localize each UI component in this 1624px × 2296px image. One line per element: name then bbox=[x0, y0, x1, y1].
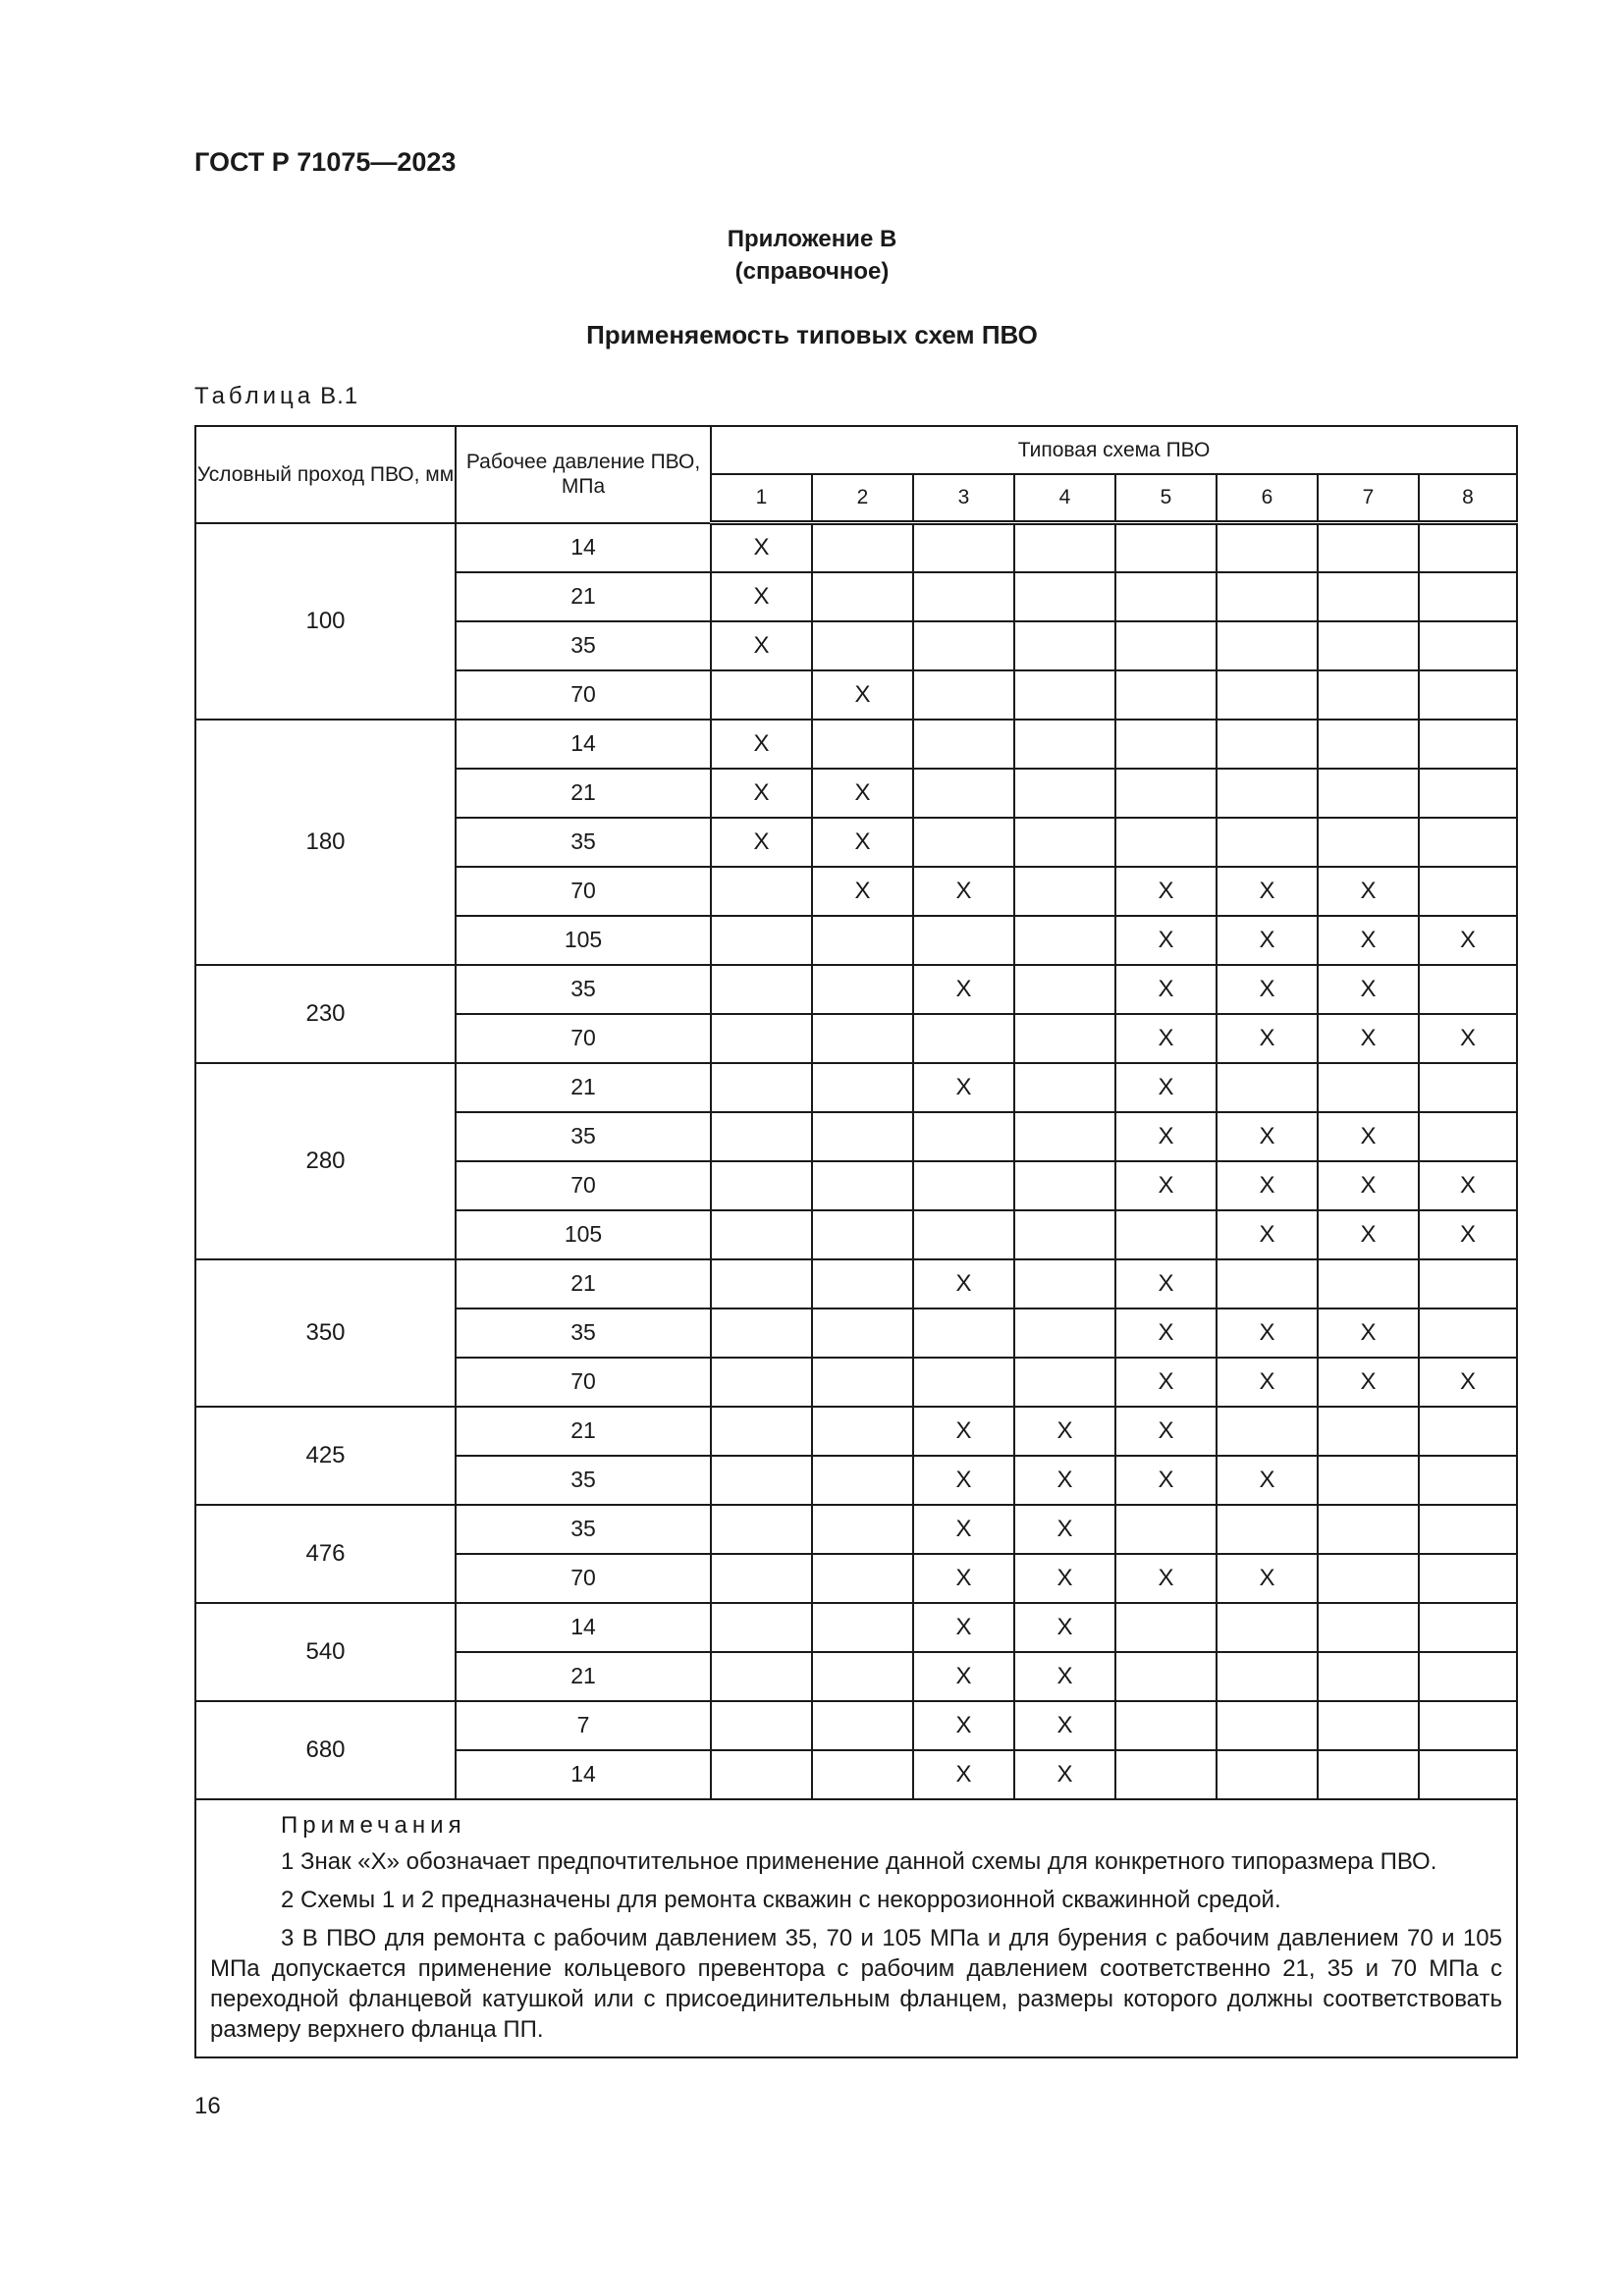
col-header-scheme-5: 5 bbox=[1115, 474, 1217, 523]
pressure-cell: 21 bbox=[456, 1407, 711, 1456]
pressure-cell: 35 bbox=[456, 621, 711, 670]
scheme-cell-3: X bbox=[913, 867, 1014, 916]
pressure-cell: 14 bbox=[456, 523, 711, 572]
scheme-cell-8: X bbox=[1419, 1014, 1517, 1063]
scheme-cell-3 bbox=[913, 1358, 1014, 1407]
table-number: В.1 bbox=[320, 383, 359, 409]
scheme-cell-5: X bbox=[1115, 867, 1217, 916]
diameter-cell: 230 bbox=[195, 965, 456, 1063]
scheme-cell-4 bbox=[1014, 1063, 1115, 1112]
appendix-title: Приложение В bbox=[727, 226, 897, 252]
scheme-cell-8 bbox=[1419, 769, 1517, 818]
scheme-cell-2: X bbox=[812, 867, 913, 916]
scheme-cell-7: X bbox=[1318, 1308, 1419, 1358]
scheme-cell-6 bbox=[1217, 572, 1318, 621]
scheme-cell-8: X bbox=[1419, 1161, 1517, 1210]
scheme-cell-5: X bbox=[1115, 1554, 1217, 1603]
applicability-table bbox=[194, 425, 1518, 2058]
scheme-cell-6 bbox=[1217, 670, 1318, 720]
scheme-cell-2 bbox=[812, 1112, 913, 1161]
scheme-cell-7 bbox=[1318, 1259, 1419, 1308]
scheme-cell-7: X bbox=[1318, 1358, 1419, 1407]
col-header-scheme-2: 2 bbox=[812, 474, 913, 523]
scheme-cell-1: X bbox=[711, 818, 812, 867]
diameter-cell: 280 bbox=[195, 1063, 456, 1259]
scheme-cell-6: X bbox=[1217, 916, 1318, 965]
scheme-cell-3: X bbox=[913, 1603, 1014, 1652]
scheme-cell-2 bbox=[812, 523, 913, 572]
scheme-cell-2 bbox=[812, 621, 913, 670]
scheme-cell-3: X bbox=[913, 1407, 1014, 1456]
scheme-cell-4: X bbox=[1014, 1554, 1115, 1603]
scheme-cell-3 bbox=[913, 769, 1014, 818]
pressure-cell: 21 bbox=[456, 1259, 711, 1308]
scheme-cell-3 bbox=[913, 1112, 1014, 1161]
scheme-cell-5 bbox=[1115, 670, 1217, 720]
scheme-cell-1: X bbox=[711, 523, 812, 572]
scheme-cell-6: X bbox=[1217, 1161, 1318, 1210]
scheme-cell-2: X bbox=[812, 670, 913, 720]
scheme-cell-6 bbox=[1217, 1407, 1318, 1456]
scheme-cell-6 bbox=[1217, 621, 1318, 670]
scheme-cell-7: X bbox=[1318, 1161, 1419, 1210]
scheme-cell-7 bbox=[1318, 1750, 1419, 1799]
scheme-cell-6 bbox=[1217, 1652, 1318, 1701]
scheme-cell-8: X bbox=[1419, 1210, 1517, 1259]
scheme-cell-6 bbox=[1217, 818, 1318, 867]
scheme-cell-1 bbox=[711, 1652, 812, 1701]
scheme-cell-4 bbox=[1014, 1161, 1115, 1210]
pressure-cell: 70 bbox=[456, 1554, 711, 1603]
pressure-cell: 70 bbox=[456, 1358, 711, 1407]
pressure-cell: 21 bbox=[456, 1652, 711, 1701]
scheme-cell-1 bbox=[711, 1259, 812, 1308]
scheme-cell-5: X bbox=[1115, 1161, 1217, 1210]
scheme-cell-7: X bbox=[1318, 1210, 1419, 1259]
pressure-cell: 35 bbox=[456, 965, 711, 1014]
pressure-cell: 70 bbox=[456, 867, 711, 916]
scheme-cell-8 bbox=[1419, 1259, 1517, 1308]
scheme-cell-5: X bbox=[1115, 1407, 1217, 1456]
scheme-cell-2 bbox=[812, 1210, 913, 1259]
scheme-cell-5 bbox=[1115, 1750, 1217, 1799]
scheme-cell-8 bbox=[1419, 818, 1517, 867]
scheme-cell-8 bbox=[1419, 621, 1517, 670]
scheme-cell-3 bbox=[913, 1210, 1014, 1259]
appendix-kind: (справочное) bbox=[734, 258, 890, 285]
scheme-cell-7 bbox=[1318, 1505, 1419, 1554]
scheme-cell-6: X bbox=[1217, 1456, 1318, 1505]
table-label: Таблица bbox=[194, 383, 315, 409]
table-row bbox=[195, 1407, 1517, 1456]
scheme-cell-4 bbox=[1014, 720, 1115, 769]
scheme-cell-4: X bbox=[1014, 1456, 1115, 1505]
scheme-cell-8 bbox=[1419, 1750, 1517, 1799]
scheme-cell-7 bbox=[1318, 1603, 1419, 1652]
scheme-cell-8 bbox=[1419, 1112, 1517, 1161]
scheme-cell-7 bbox=[1318, 621, 1419, 670]
scheme-cell-5: X bbox=[1115, 1308, 1217, 1358]
scheme-cell-6 bbox=[1217, 720, 1318, 769]
scheme-cell-1 bbox=[711, 1063, 812, 1112]
scheme-cell-1 bbox=[711, 1750, 812, 1799]
scheme-cell-6 bbox=[1217, 769, 1318, 818]
scheme-cell-6: X bbox=[1217, 867, 1318, 916]
scheme-cell-4 bbox=[1014, 1259, 1115, 1308]
scheme-cell-6 bbox=[1217, 1701, 1318, 1750]
scheme-cell-8 bbox=[1419, 1603, 1517, 1652]
scheme-cell-7 bbox=[1318, 670, 1419, 720]
pressure-cell: 35 bbox=[456, 1456, 711, 1505]
scheme-cell-5 bbox=[1115, 523, 1217, 572]
scheme-cell-7 bbox=[1318, 1554, 1419, 1603]
scheme-cell-7 bbox=[1318, 1652, 1419, 1701]
scheme-cell-6 bbox=[1217, 1259, 1318, 1308]
scheme-cell-2 bbox=[812, 1603, 913, 1652]
scheme-cell-2 bbox=[812, 1063, 913, 1112]
pressure-cell: 7 bbox=[456, 1701, 711, 1750]
scheme-cell-5 bbox=[1115, 1505, 1217, 1554]
diameter-cell: 180 bbox=[195, 720, 456, 965]
pressure-cell: 21 bbox=[456, 769, 711, 818]
table-header bbox=[195, 426, 1517, 523]
scheme-cell-8 bbox=[1419, 1407, 1517, 1456]
scheme-cell-3 bbox=[913, 1161, 1014, 1210]
scheme-cell-3: X bbox=[913, 1456, 1014, 1505]
scheme-cell-7: X bbox=[1318, 965, 1419, 1014]
scheme-cell-2 bbox=[812, 1701, 913, 1750]
table-row bbox=[195, 965, 1517, 1014]
scheme-cell-6 bbox=[1217, 1063, 1318, 1112]
scheme-cell-7 bbox=[1318, 1063, 1419, 1112]
scheme-cell-8 bbox=[1419, 965, 1517, 1014]
scheme-cell-1 bbox=[711, 1505, 812, 1554]
scheme-cell-3: X bbox=[913, 1750, 1014, 1799]
scheme-cell-7: X bbox=[1318, 1112, 1419, 1161]
scheme-cell-6 bbox=[1217, 1603, 1318, 1652]
scheme-cell-8 bbox=[1419, 1554, 1517, 1603]
scheme-cell-2 bbox=[812, 1456, 913, 1505]
scheme-cell-8 bbox=[1419, 1456, 1517, 1505]
scheme-cell-5 bbox=[1115, 769, 1217, 818]
scheme-cell-1 bbox=[711, 1308, 812, 1358]
scheme-cell-6: X bbox=[1217, 1308, 1318, 1358]
pressure-cell: 35 bbox=[456, 1308, 711, 1358]
scheme-cell-8 bbox=[1419, 867, 1517, 916]
scheme-cell-4 bbox=[1014, 965, 1115, 1014]
scheme-cell-5: X bbox=[1115, 1259, 1217, 1308]
scheme-cell-5 bbox=[1115, 1701, 1217, 1750]
scheme-cell-2 bbox=[812, 720, 913, 769]
scheme-cell-7 bbox=[1318, 572, 1419, 621]
scheme-cell-1: X bbox=[711, 720, 812, 769]
scheme-cell-2 bbox=[812, 1407, 913, 1456]
pressure-cell: 35 bbox=[456, 1505, 711, 1554]
scheme-cell-3: X bbox=[913, 1259, 1014, 1308]
scheme-cell-4 bbox=[1014, 1210, 1115, 1259]
pressure-cell: 105 bbox=[456, 916, 711, 965]
document-code: ГОСТ Р 71075—2023 bbox=[194, 147, 457, 177]
scheme-cell-3 bbox=[913, 670, 1014, 720]
scheme-cell-8 bbox=[1419, 572, 1517, 621]
scheme-cell-8: X bbox=[1419, 916, 1517, 965]
scheme-cell-7 bbox=[1318, 523, 1419, 572]
scheme-cell-4 bbox=[1014, 670, 1115, 720]
scheme-cell-7 bbox=[1318, 720, 1419, 769]
pressure-cell: 14 bbox=[456, 720, 711, 769]
scheme-cell-4 bbox=[1014, 523, 1115, 572]
scheme-cell-4: X bbox=[1014, 1603, 1115, 1652]
scheme-cell-3 bbox=[913, 818, 1014, 867]
scheme-cell-2 bbox=[812, 1259, 913, 1308]
scheme-cell-4 bbox=[1014, 621, 1115, 670]
scheme-cell-6: X bbox=[1217, 1014, 1318, 1063]
scheme-cell-7: X bbox=[1318, 1014, 1419, 1063]
scheme-cell-1 bbox=[711, 1210, 812, 1259]
scheme-cell-6: X bbox=[1217, 1554, 1318, 1603]
scheme-cell-5: X bbox=[1115, 1112, 1217, 1161]
scheme-cell-1 bbox=[711, 670, 812, 720]
scheme-cell-1 bbox=[711, 1701, 812, 1750]
scheme-cell-4 bbox=[1014, 867, 1115, 916]
diameter-cell: 100 bbox=[195, 523, 456, 720]
scheme-cell-4 bbox=[1014, 572, 1115, 621]
scheme-cell-5: X bbox=[1115, 1014, 1217, 1063]
scheme-cell-1: X bbox=[711, 621, 812, 670]
scheme-cell-5 bbox=[1115, 621, 1217, 670]
diameter-cell: 425 bbox=[195, 1407, 456, 1505]
table-row bbox=[195, 720, 1517, 769]
pressure-cell: 14 bbox=[456, 1750, 711, 1799]
scheme-cell-2 bbox=[812, 1750, 913, 1799]
scheme-cell-4: X bbox=[1014, 1652, 1115, 1701]
scheme-cell-2 bbox=[812, 1358, 913, 1407]
scheme-cell-8 bbox=[1419, 670, 1517, 720]
scheme-cell-4 bbox=[1014, 916, 1115, 965]
table-row bbox=[195, 1701, 1517, 1750]
pressure-cell: 21 bbox=[456, 572, 711, 621]
scheme-cell-6: X bbox=[1217, 965, 1318, 1014]
diameter-cell: 476 bbox=[195, 1505, 456, 1603]
scheme-cell-3: X bbox=[913, 1063, 1014, 1112]
scheme-cell-8 bbox=[1419, 1505, 1517, 1554]
scheme-cell-2 bbox=[812, 1554, 913, 1603]
pressure-cell: 105 bbox=[456, 1210, 711, 1259]
page-number: 16 bbox=[194, 2093, 221, 2119]
scheme-cell-3 bbox=[913, 572, 1014, 621]
note-item: 2 Схемы 1 и 2 предназначены для ремонта скважин с некоррозионной скважинной средой. bbox=[281, 1886, 1281, 1913]
scheme-cell-2 bbox=[812, 1014, 913, 1063]
scheme-cell-3: X bbox=[913, 1554, 1014, 1603]
col-header-scheme-3: 3 bbox=[913, 474, 1014, 523]
pressure-cell: 70 bbox=[456, 1014, 711, 1063]
diameter-cell: 540 bbox=[195, 1603, 456, 1701]
scheme-cell-2 bbox=[812, 1505, 913, 1554]
table-row bbox=[195, 1259, 1517, 1308]
scheme-cell-5: X bbox=[1115, 965, 1217, 1014]
scheme-cell-1 bbox=[711, 1554, 812, 1603]
table-body bbox=[195, 523, 1517, 1799]
scheme-cell-8 bbox=[1419, 1701, 1517, 1750]
scheme-cell-3: X bbox=[913, 1701, 1014, 1750]
scheme-cell-4 bbox=[1014, 769, 1115, 818]
scheme-cell-4 bbox=[1014, 1014, 1115, 1063]
scheme-cell-5 bbox=[1115, 572, 1217, 621]
col-header-scheme-1: 1 bbox=[711, 474, 812, 523]
scheme-cell-1 bbox=[711, 1407, 812, 1456]
col-header-scheme-7: 7 bbox=[1318, 474, 1419, 523]
scheme-cell-1: X bbox=[711, 769, 812, 818]
scheme-cell-6: X bbox=[1217, 1210, 1318, 1259]
scheme-cell-5 bbox=[1115, 1210, 1217, 1259]
col-header-schemes-group: Типовая схема ПВО bbox=[711, 426, 1517, 474]
col-header-scheme-4: 4 bbox=[1014, 474, 1115, 523]
table-row bbox=[195, 1505, 1517, 1554]
scheme-cell-1 bbox=[711, 867, 812, 916]
scheme-cell-6: X bbox=[1217, 1358, 1318, 1407]
diameter-cell: 350 bbox=[195, 1259, 456, 1407]
scheme-cell-3: X bbox=[913, 1652, 1014, 1701]
scheme-cell-3 bbox=[913, 1308, 1014, 1358]
scheme-cell-1 bbox=[711, 965, 812, 1014]
scheme-cell-8 bbox=[1419, 1652, 1517, 1701]
pressure-cell: 35 bbox=[456, 1112, 711, 1161]
diameter-cell: 680 bbox=[195, 1701, 456, 1799]
notes-cell bbox=[195, 1799, 1517, 2057]
scheme-cell-1 bbox=[711, 1014, 812, 1063]
scheme-cell-3 bbox=[913, 720, 1014, 769]
pressure-cell: 14 bbox=[456, 1603, 711, 1652]
scheme-cell-8 bbox=[1419, 1308, 1517, 1358]
table-caption bbox=[194, 383, 358, 410]
scheme-cell-1 bbox=[711, 1456, 812, 1505]
section-title: Применяемость типовых схем ПВО bbox=[586, 320, 1038, 349]
scheme-cell-1 bbox=[711, 1358, 812, 1407]
scheme-cell-4: X bbox=[1014, 1407, 1115, 1456]
scheme-cell-2 bbox=[812, 1308, 913, 1358]
scheme-cell-8 bbox=[1419, 1063, 1517, 1112]
scheme-cell-6 bbox=[1217, 523, 1318, 572]
table-row bbox=[195, 1063, 1517, 1112]
scheme-cell-3 bbox=[913, 916, 1014, 965]
scheme-cell-7 bbox=[1318, 818, 1419, 867]
scheme-cell-2 bbox=[812, 572, 913, 621]
scheme-cell-2 bbox=[812, 916, 913, 965]
pressure-cell: 70 bbox=[456, 1161, 711, 1210]
scheme-cell-7 bbox=[1318, 769, 1419, 818]
scheme-cell-4 bbox=[1014, 1308, 1115, 1358]
scheme-cell-6 bbox=[1217, 1505, 1318, 1554]
scheme-cell-3: X bbox=[913, 965, 1014, 1014]
scheme-cell-2 bbox=[812, 1161, 913, 1210]
col-header-scheme-6: 6 bbox=[1217, 474, 1318, 523]
scheme-cell-5: X bbox=[1115, 1358, 1217, 1407]
scheme-cell-5 bbox=[1115, 818, 1217, 867]
col-header-scheme-8: 8 bbox=[1419, 474, 1517, 523]
scheme-cell-5 bbox=[1115, 1603, 1217, 1652]
scheme-cell-4 bbox=[1014, 818, 1115, 867]
scheme-cell-1 bbox=[711, 1112, 812, 1161]
scheme-cell-7: X bbox=[1318, 867, 1419, 916]
scheme-cell-1 bbox=[711, 916, 812, 965]
scheme-cell-3 bbox=[913, 1014, 1014, 1063]
pressure-cell: 21 bbox=[456, 1063, 711, 1112]
scheme-cell-3 bbox=[913, 621, 1014, 670]
table-row bbox=[195, 1603, 1517, 1652]
scheme-cell-2: X bbox=[812, 818, 913, 867]
scheme-cell-4 bbox=[1014, 1358, 1115, 1407]
scheme-cell-8: X bbox=[1419, 1358, 1517, 1407]
pressure-cell: 35 bbox=[456, 818, 711, 867]
table-row bbox=[195, 523, 1517, 572]
scheme-cell-4: X bbox=[1014, 1701, 1115, 1750]
scheme-cell-2 bbox=[812, 965, 913, 1014]
scheme-cell-7 bbox=[1318, 1701, 1419, 1750]
scheme-cell-7 bbox=[1318, 1456, 1419, 1505]
scheme-cell-3 bbox=[913, 523, 1014, 572]
pressure-cell: 70 bbox=[456, 670, 711, 720]
scheme-cell-6: X bbox=[1217, 1112, 1318, 1161]
scheme-cell-4 bbox=[1014, 1112, 1115, 1161]
scheme-cell-2: X bbox=[812, 769, 913, 818]
scheme-cell-7: X bbox=[1318, 916, 1419, 965]
scheme-cell-1 bbox=[711, 1603, 812, 1652]
scheme-cell-4: X bbox=[1014, 1505, 1115, 1554]
scheme-cell-8 bbox=[1419, 523, 1517, 572]
scheme-cell-3: X bbox=[913, 1505, 1014, 1554]
scheme-cell-2 bbox=[812, 1652, 913, 1701]
scheme-cell-1 bbox=[711, 1161, 812, 1210]
scheme-cell-6 bbox=[1217, 1750, 1318, 1799]
scheme-cell-4: X bbox=[1014, 1750, 1115, 1799]
scheme-cell-8 bbox=[1419, 720, 1517, 769]
scheme-cell-7 bbox=[1318, 1407, 1419, 1456]
notes-section bbox=[195, 1799, 1517, 2057]
scheme-cell-5 bbox=[1115, 1652, 1217, 1701]
scheme-cell-1: X bbox=[711, 572, 812, 621]
col-header-pressure: Рабочее давление ПВО, МПа bbox=[456, 426, 711, 523]
scheme-cell-5: X bbox=[1115, 1063, 1217, 1112]
note-item: 3 В ПВО для ремонта с рабочим давлением 35, 70 и 105 МПа и для бурения с рабочим давлением 70 и 105 МПа допускается применение кольцевого превентора с рабочим давлением соответственно 21, 35 и 70 МПа с переходной фланцевой катушкой или с присоединительным фланцем, размеры которого должны соответствовать размеру верхнего фланца ПП. bbox=[210, 1924, 1502, 2043]
scheme-cell-5: X bbox=[1115, 916, 1217, 965]
scheme-cell-5: X bbox=[1115, 1456, 1217, 1505]
notes-heading: Примечания bbox=[281, 1811, 466, 1839]
scheme-cell-5 bbox=[1115, 720, 1217, 769]
col-header-diameter: Условный проход ПВО, мм bbox=[195, 426, 456, 523]
note-item: 1 Знак «Х» обозначает предпочтительное применение данной схемы для конкретного типоразмера ПВО. bbox=[281, 1847, 1437, 1875]
